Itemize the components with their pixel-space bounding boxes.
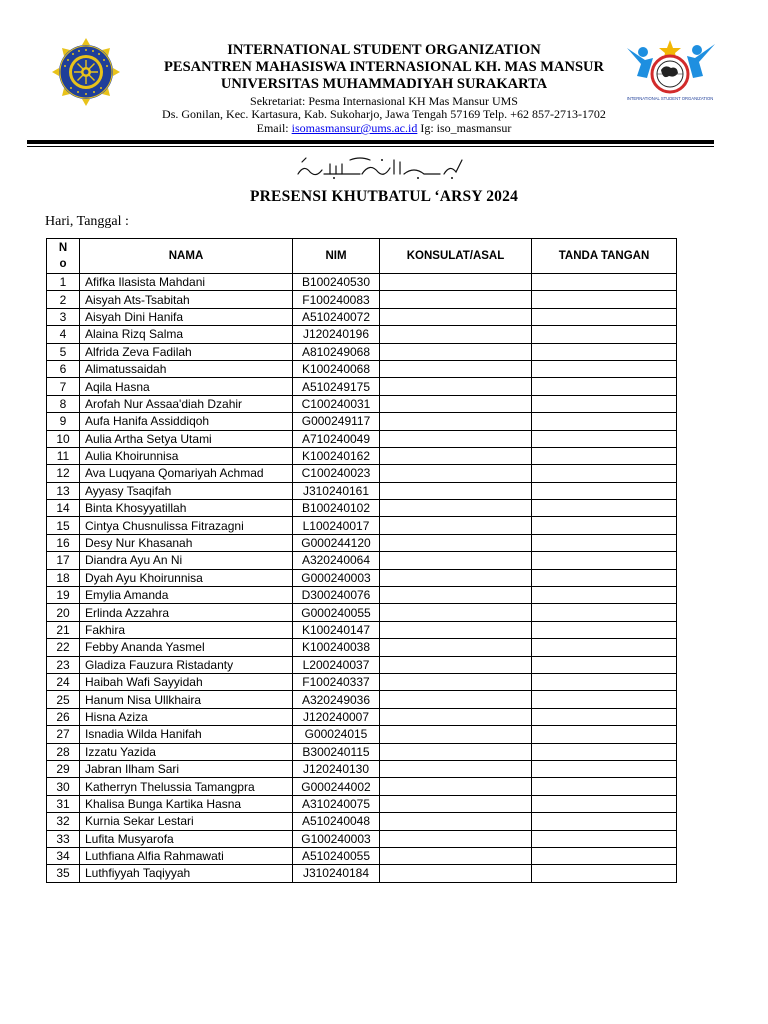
letterhead-rule-thick — [27, 140, 714, 144]
row-no: 18 — [47, 569, 80, 586]
row-signature-field[interactable] — [532, 743, 677, 760]
row-konsulat-field[interactable] — [380, 447, 532, 464]
row-nama: Afifka Ilasista Mahdani — [80, 274, 293, 291]
row-signature-field[interactable] — [532, 274, 677, 291]
basmalah-calligraphy-icon — [290, 154, 470, 182]
table-row — [47, 378, 677, 395]
row-nim: C100240031 — [293, 395, 380, 412]
row-konsulat-field[interactable] — [380, 673, 532, 690]
table-row — [47, 726, 677, 743]
row-nama: Ayyasy Tsaqifah — [80, 482, 293, 499]
row-signature-field[interactable] — [532, 517, 677, 534]
row-signature-field[interactable] — [532, 430, 677, 447]
row-konsulat-field[interactable] — [380, 813, 532, 830]
header-no: N o — [47, 239, 80, 274]
row-konsulat-field[interactable] — [380, 308, 532, 325]
row-nim: A510240048 — [293, 813, 380, 830]
row-nim: F100240083 — [293, 291, 380, 308]
row-nama: Alaina Rizq Salma — [80, 326, 293, 343]
row-konsulat-field[interactable] — [380, 656, 532, 673]
email-link[interactable]: isomasmansur@ums.ac.id — [291, 121, 418, 135]
row-nim: A320240064 — [293, 552, 380, 569]
table-row — [47, 413, 677, 430]
table-row — [47, 639, 677, 656]
row-no: 12 — [47, 465, 80, 482]
row-no: 3 — [47, 308, 80, 325]
table-row — [47, 534, 677, 551]
table-row — [47, 778, 677, 795]
row-konsulat-field[interactable] — [380, 413, 532, 430]
row-signature-field[interactable] — [532, 639, 677, 656]
row-nim: A320249036 — [293, 691, 380, 708]
row-konsulat-field[interactable] — [380, 343, 532, 360]
table-row — [47, 274, 677, 291]
row-signature-field[interactable] — [532, 569, 677, 586]
row-nama: Binta Khosyyatillah — [80, 500, 293, 517]
row-nama: Isnadia Wilda Hanifah — [80, 726, 293, 743]
row-konsulat-field[interactable] — [380, 760, 532, 777]
row-konsulat-field[interactable] — [380, 430, 532, 447]
table-row — [47, 552, 677, 569]
table-row — [47, 360, 677, 377]
row-no: 4 — [47, 326, 80, 343]
row-nim: J120240007 — [293, 708, 380, 725]
row-signature-field[interactable] — [532, 500, 677, 517]
row-nama: Aisyah Dini Hanifa — [80, 308, 293, 325]
row-nim: K100240162 — [293, 447, 380, 464]
row-nama: Luthfiyyah Taqiyyah — [80, 865, 293, 882]
letterhead-contact — [120, 121, 648, 136]
row-signature-field[interactable] — [532, 621, 677, 638]
row-no: 11 — [47, 447, 80, 464]
row-nama: Katherryn Thelussia Tamangpra — [80, 778, 293, 795]
row-no: 6 — [47, 360, 80, 377]
table-row — [47, 308, 677, 325]
table-row — [47, 326, 677, 343]
row-nim: G000240003 — [293, 569, 380, 586]
row-no: 28 — [47, 743, 80, 760]
table-row — [47, 830, 677, 847]
row-nim: F100240337 — [293, 673, 380, 690]
row-no: 10 — [47, 430, 80, 447]
table-row — [47, 673, 677, 690]
row-nama: Dyah Ayu Khoirunnisa — [80, 569, 293, 586]
row-nim: G000249117 — [293, 413, 380, 430]
row-nama: Aulia Khoirunnisa — [80, 447, 293, 464]
row-nama: Fakhira — [80, 621, 293, 638]
row-signature-field[interactable] — [532, 343, 677, 360]
row-no: 24 — [47, 673, 80, 690]
row-konsulat-field[interactable] — [380, 291, 532, 308]
table-row — [47, 343, 677, 360]
row-nama: Gladiza Fauzura Ristadanty — [80, 656, 293, 673]
row-signature-field[interactable] — [532, 865, 677, 882]
row-nim: J120240196 — [293, 326, 380, 343]
row-nama: Cintya Chusnulissa Fitrazagni — [80, 517, 293, 534]
row-konsulat-field[interactable] — [380, 587, 532, 604]
table-row — [47, 621, 677, 638]
row-signature-field[interactable] — [532, 308, 677, 325]
table-row — [47, 500, 677, 517]
row-nim: D300240076 — [293, 587, 380, 604]
row-no: 14 — [47, 500, 80, 517]
row-nim: K100240068 — [293, 360, 380, 377]
row-no: 31 — [47, 795, 80, 812]
table-row — [47, 587, 677, 604]
letterhead-line-2: PESANTREN MAHASISWA INTERNASIONAL KH. MAS MANSUR — [164, 59, 604, 75]
row-nim: G00024015 — [293, 726, 380, 743]
header-konsulat: KONSULAT/ASAL — [380, 239, 532, 274]
row-signature-field[interactable] — [532, 778, 677, 795]
row-nim: G100240003 — [293, 830, 380, 847]
row-signature-field[interactable] — [532, 552, 677, 569]
row-nama: Desy Nur Khasanah — [80, 534, 293, 551]
letterhead-line-3: UNIVERSITAS MUHAMMADIYAH SURAKARTA — [220, 76, 548, 92]
row-no: 9 — [47, 413, 80, 430]
table-row — [47, 760, 677, 777]
row-no: 34 — [47, 847, 80, 864]
row-nama: Febby Ananda Yasmel — [80, 639, 293, 656]
row-nim: B100240102 — [293, 500, 380, 517]
header-nama: NAMA — [80, 239, 293, 274]
row-nama: Diandra Ayu An Ni — [80, 552, 293, 569]
row-signature-field[interactable] — [532, 760, 677, 777]
table-row — [47, 430, 677, 447]
row-nim: A810249068 — [293, 343, 380, 360]
table-row — [47, 795, 677, 812]
row-no: 20 — [47, 604, 80, 621]
row-signature-field[interactable] — [532, 587, 677, 604]
row-no: 30 — [47, 778, 80, 795]
row-no: 1 — [47, 274, 80, 291]
row-konsulat-field[interactable] — [380, 847, 532, 864]
row-no: 27 — [47, 726, 80, 743]
row-nim: J310240184 — [293, 865, 380, 882]
row-nama: Aufa Hanifa Assiddiqoh — [80, 413, 293, 430]
row-no: 35 — [47, 865, 80, 882]
email-label: Email: — [256, 121, 292, 135]
row-no: 29 — [47, 760, 80, 777]
table-row — [47, 465, 677, 482]
row-nim: B100240530 — [293, 274, 380, 291]
table-row — [47, 847, 677, 864]
row-nama: Luthfiana Alfia Rahmawati — [80, 847, 293, 864]
row-nama: Hanum Nisa Ullkhaira — [80, 691, 293, 708]
row-konsulat-field[interactable] — [380, 778, 532, 795]
row-nim: A510240072 — [293, 308, 380, 325]
row-signature-field[interactable] — [532, 656, 677, 673]
table-row — [47, 482, 677, 499]
row-nim: L200240037 — [293, 656, 380, 673]
ums-logo-icon — [50, 38, 122, 106]
row-nim: A310240075 — [293, 795, 380, 812]
row-nim: A510249175 — [293, 378, 380, 395]
row-nim: C100240023 — [293, 465, 380, 482]
row-konsulat-field[interactable] — [380, 569, 532, 586]
row-konsulat-field[interactable] — [380, 726, 532, 743]
row-nama: Lufita Musyarofa — [80, 830, 293, 847]
row-no: 7 — [47, 378, 80, 395]
row-signature-field[interactable] — [532, 291, 677, 308]
row-no: 22 — [47, 639, 80, 656]
row-nim: J310240161 — [293, 482, 380, 499]
row-konsulat-field[interactable] — [380, 830, 532, 847]
letterhead-secretariat: Sekretariat: Pesma Internasional KH Mas Mansur UMS — [250, 94, 518, 108]
row-signature-field[interactable] — [532, 378, 677, 395]
table-row — [47, 865, 677, 882]
row-nama: Alfrida Zeva Fadilah — [80, 343, 293, 360]
table-header-row — [47, 239, 677, 274]
row-konsulat-field[interactable] — [380, 465, 532, 482]
row-konsulat-field[interactable] — [380, 552, 532, 569]
row-konsulat-field[interactable] — [380, 326, 532, 343]
row-konsulat-field[interactable] — [380, 743, 532, 760]
row-nama: Khalisa Bunga Kartika Hasna — [80, 795, 293, 812]
table-row — [47, 708, 677, 725]
row-konsulat-field[interactable] — [380, 395, 532, 412]
row-no: 26 — [47, 708, 80, 725]
row-konsulat-field[interactable] — [380, 360, 532, 377]
row-konsulat-field[interactable] — [380, 517, 532, 534]
row-no: 23 — [47, 656, 80, 673]
row-nim: J120240130 — [293, 760, 380, 777]
row-nim: K100240147 — [293, 621, 380, 638]
row-signature-field[interactable] — [532, 847, 677, 864]
row-signature-field[interactable] — [532, 360, 677, 377]
page-title: PRESENSI KHUTBATUL ‘ARSY 2024 — [249, 188, 519, 205]
row-signature-field[interactable] — [532, 673, 677, 690]
row-signature-field[interactable] — [532, 447, 677, 464]
row-signature-field[interactable] — [532, 795, 677, 812]
row-no: 25 — [47, 691, 80, 708]
row-nama: Haibah Wafi Sayyidah — [80, 673, 293, 690]
row-signature-field[interactable] — [532, 395, 677, 412]
row-no: 19 — [47, 587, 80, 604]
row-nama: Ava Luqyana Qomariyah Achmad — [80, 465, 293, 482]
row-signature-field[interactable] — [532, 708, 677, 725]
header-tanda-tangan: TANDA TANGAN — [532, 239, 677, 274]
row-konsulat-field[interactable] — [380, 378, 532, 395]
row-nama: Hisna Aziza — [80, 708, 293, 725]
row-nama: Arofah Nur Assaa'diah Dzahir — [80, 395, 293, 412]
row-konsulat-field[interactable] — [380, 865, 532, 882]
table-row — [47, 743, 677, 760]
row-signature-field[interactable] — [532, 813, 677, 830]
row-no: 2 — [47, 291, 80, 308]
letterhead-rule-thin — [27, 146, 714, 147]
row-konsulat-field[interactable] — [380, 795, 532, 812]
row-konsulat-field[interactable] — [380, 708, 532, 725]
row-nama: Aulia Artha Setya Utami — [80, 430, 293, 447]
row-nama: Erlinda Azzahra — [80, 604, 293, 621]
row-nim: B300240115 — [293, 743, 380, 760]
row-konsulat-field[interactable] — [380, 621, 532, 638]
row-konsulat-field[interactable] — [380, 604, 532, 621]
row-signature-field[interactable] — [532, 830, 677, 847]
row-nama: Aisyah Ats-Tsabitah — [80, 291, 293, 308]
row-no: 32 — [47, 813, 80, 830]
row-nim: G000244002 — [293, 778, 380, 795]
date-label: Hari, Tanggal : — [45, 214, 129, 229]
header-nim: NIM — [293, 239, 380, 274]
table-row — [47, 656, 677, 673]
row-no: 15 — [47, 517, 80, 534]
row-no: 17 — [47, 552, 80, 569]
table-row — [47, 395, 677, 412]
row-nim: A510240055 — [293, 847, 380, 864]
table-row — [47, 517, 677, 534]
row-nama: Aqila Hasna — [80, 378, 293, 395]
table-row — [47, 604, 677, 621]
row-no: 5 — [47, 343, 80, 360]
row-signature-field[interactable] — [532, 691, 677, 708]
row-nama: Izzatu Yazida — [80, 743, 293, 760]
row-nim: A710240049 — [293, 430, 380, 447]
table-row — [47, 813, 677, 830]
row-konsulat-field[interactable] — [380, 639, 532, 656]
row-nim: K100240038 — [293, 639, 380, 656]
row-nama: Kurnia Sekar Lestari — [80, 813, 293, 830]
row-no: 16 — [47, 534, 80, 551]
row-signature-field[interactable] — [532, 413, 677, 430]
attendance-table — [46, 238, 677, 883]
row-no: 21 — [47, 621, 80, 638]
table-row — [47, 691, 677, 708]
row-signature-field[interactable] — [532, 726, 677, 743]
row-no: 8 — [47, 395, 80, 412]
table-row — [47, 569, 677, 586]
table-row — [47, 447, 677, 464]
row-konsulat-field[interactable] — [380, 691, 532, 708]
row-nim: L100240017 — [293, 517, 380, 534]
row-no: 33 — [47, 830, 80, 847]
row-signature-field[interactable] — [532, 326, 677, 343]
iso-logo-caption: INTERNATIONAL STUDENT ORGANIZATION — [626, 96, 714, 101]
row-nim: G000240055 — [293, 604, 380, 621]
letterhead-line-1: INTERNATIONAL STUDENT ORGANIZATION — [227, 42, 541, 58]
row-konsulat-field[interactable] — [380, 534, 532, 551]
row-nama: Alimatussaidah — [80, 360, 293, 377]
row-konsulat-field[interactable] — [380, 500, 532, 517]
row-konsulat-field[interactable] — [380, 274, 532, 291]
row-signature-field[interactable] — [532, 482, 677, 499]
row-nama: Emylia Amanda — [80, 587, 293, 604]
row-nama: Jabran Ilham Sari — [80, 760, 293, 777]
row-signature-field[interactable] — [532, 534, 677, 551]
row-signature-field[interactable] — [532, 604, 677, 621]
letterhead-address: Ds. Gonilan, Kec. Kartasura, Kab. Sukoharjo, Jawa Tengah 57169 Telp. +62 857-2713-1702 — [162, 107, 606, 121]
instagram-handle: Ig: iso_masmansur — [417, 121, 512, 135]
row-nim: G000244120 — [293, 534, 380, 551]
table-row — [47, 291, 677, 308]
row-konsulat-field[interactable] — [380, 482, 532, 499]
row-no: 13 — [47, 482, 80, 499]
row-signature-field[interactable] — [532, 465, 677, 482]
